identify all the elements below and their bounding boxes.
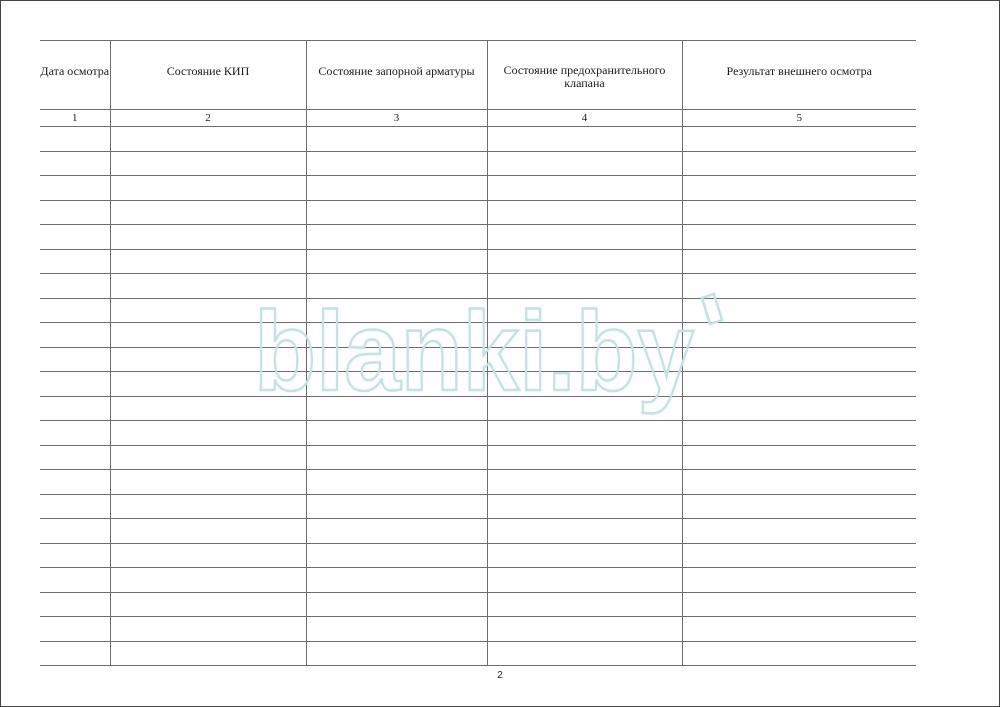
table-cell — [110, 519, 306, 544]
table-cell — [110, 445, 306, 470]
table-cell — [110, 347, 306, 372]
table-cell — [682, 323, 916, 348]
table-cell — [682, 519, 916, 544]
table-cell — [682, 445, 916, 470]
table-cell — [110, 323, 306, 348]
table-cell — [487, 519, 682, 544]
table-cell — [682, 641, 916, 666]
table-cell — [682, 127, 916, 152]
table-cell — [110, 396, 306, 421]
table-cell — [487, 641, 682, 666]
table-cell — [110, 176, 306, 201]
table-cell — [682, 176, 916, 201]
table-row — [40, 372, 916, 397]
table-cell — [306, 568, 487, 593]
table-cell — [306, 176, 487, 201]
header-inspection-date: Дата осмотра — [40, 41, 110, 110]
table-cell — [682, 494, 916, 519]
table-row — [40, 323, 916, 348]
table-row — [40, 617, 916, 642]
table-cell — [306, 323, 487, 348]
table-row — [40, 396, 916, 421]
table-cell — [487, 568, 682, 593]
table-cell — [682, 592, 916, 617]
table-cell — [682, 347, 916, 372]
header-shutoff-valves-state: Состояние запорной арматуры — [306, 41, 487, 110]
table-cell — [682, 372, 916, 397]
table-cell — [40, 617, 110, 642]
table-row — [40, 176, 916, 201]
table-cell — [40, 298, 110, 323]
table-cell — [306, 274, 487, 299]
table-cell — [487, 323, 682, 348]
table-cell — [306, 617, 487, 642]
table-cell — [487, 200, 682, 225]
table-cell — [487, 347, 682, 372]
table-cell — [306, 445, 487, 470]
table-cell — [306, 298, 487, 323]
table-cell — [110, 543, 306, 568]
table-cell — [682, 200, 916, 225]
table-cell — [487, 592, 682, 617]
table-row — [40, 470, 916, 495]
table-cell — [40, 200, 110, 225]
table-cell — [682, 617, 916, 642]
table-cell — [487, 225, 682, 250]
table-cell — [110, 568, 306, 593]
table-cell — [306, 127, 487, 152]
column-number-row — [40, 110, 916, 127]
table-cell — [110, 127, 306, 152]
table-cell — [682, 249, 916, 274]
table-cell — [306, 200, 487, 225]
table-row — [40, 445, 916, 470]
table-cell — [682, 470, 916, 495]
table-cell — [306, 592, 487, 617]
table-cell — [110, 470, 306, 495]
table-row — [40, 274, 916, 299]
page-number: 2 — [497, 670, 503, 681]
table-cell — [40, 372, 110, 397]
table-cell — [306, 641, 487, 666]
table-row — [40, 568, 916, 593]
table-cell — [487, 617, 682, 642]
table-cell — [40, 641, 110, 666]
table-cell — [487, 421, 682, 446]
table-cell — [682, 274, 916, 299]
table-cell — [110, 274, 306, 299]
table-cell — [110, 249, 306, 274]
column-number: 5 — [682, 110, 916, 127]
table-cell — [110, 641, 306, 666]
column-number: 1 — [40, 110, 110, 127]
column-number: 4 — [487, 110, 682, 127]
table-cell — [40, 127, 110, 152]
header-instrumentation-state: Состояние КИП — [110, 41, 306, 110]
table-cell — [40, 519, 110, 544]
table-cell — [40, 421, 110, 446]
table-cell — [40, 249, 110, 274]
table-cell — [40, 176, 110, 201]
table-cell — [306, 421, 487, 446]
header-safety-valve-state: Состояние предохранительного клапана — [487, 41, 682, 110]
table-row — [40, 519, 916, 544]
table-row — [40, 200, 916, 225]
table-cell — [40, 568, 110, 593]
table-body — [40, 110, 916, 666]
table-row — [40, 127, 916, 152]
column-number: 3 — [306, 110, 487, 127]
table-cell — [487, 470, 682, 495]
inspection-log-table — [40, 40, 916, 666]
table-cell — [110, 200, 306, 225]
table-cell — [110, 617, 306, 642]
table-cell — [682, 298, 916, 323]
table-cell — [487, 494, 682, 519]
table-cell — [110, 225, 306, 250]
table-cell — [682, 396, 916, 421]
table-row — [40, 225, 916, 250]
table-cell — [110, 421, 306, 446]
table-cell — [306, 396, 487, 421]
table-cell — [40, 323, 110, 348]
table-cell — [682, 568, 916, 593]
table-row — [40, 543, 916, 568]
table-cell — [306, 151, 487, 176]
watermark-text: blanki.by — [254, 290, 694, 414]
table-row — [40, 641, 916, 666]
table-cell — [40, 396, 110, 421]
table-cell — [487, 127, 682, 152]
table-cell — [40, 445, 110, 470]
table-cell — [487, 543, 682, 568]
table-row — [40, 249, 916, 274]
table-cell — [487, 396, 682, 421]
table-cell — [487, 176, 682, 201]
table-cell — [306, 470, 487, 495]
table-cell — [40, 494, 110, 519]
table-cell — [40, 225, 110, 250]
table-cell — [487, 274, 682, 299]
table-cell — [40, 347, 110, 372]
table-cell — [306, 543, 487, 568]
header-external-inspection-result: Результат внешнего осмотра — [682, 41, 916, 110]
table-cell — [110, 372, 306, 397]
table-cell — [682, 421, 916, 446]
table-cell — [306, 519, 487, 544]
table-cell — [306, 494, 487, 519]
table-row — [40, 298, 916, 323]
table-cell — [682, 543, 916, 568]
table-cell — [110, 592, 306, 617]
table-cell — [487, 445, 682, 470]
table-cell — [40, 470, 110, 495]
table-cell — [40, 543, 110, 568]
table-row — [40, 347, 916, 372]
table-cell — [306, 249, 487, 274]
table-row — [40, 151, 916, 176]
table-row — [40, 494, 916, 519]
table-cell — [306, 347, 487, 372]
table-cell — [40, 274, 110, 299]
table-cell — [682, 151, 916, 176]
column-number: 2 — [110, 110, 306, 127]
table-cell — [110, 494, 306, 519]
table-row — [40, 421, 916, 446]
table-cell — [110, 298, 306, 323]
table-row — [40, 592, 916, 617]
table-cell — [306, 372, 487, 397]
table-cell — [40, 151, 110, 176]
table-cell — [40, 592, 110, 617]
table-cell — [487, 298, 682, 323]
table-cell — [682, 225, 916, 250]
table-cell — [487, 249, 682, 274]
table-cell — [487, 151, 682, 176]
table-cell — [306, 225, 487, 250]
header-row — [40, 41, 916, 110]
table-header — [40, 41, 916, 110]
table-cell — [110, 151, 306, 176]
table-cell — [487, 372, 682, 397]
